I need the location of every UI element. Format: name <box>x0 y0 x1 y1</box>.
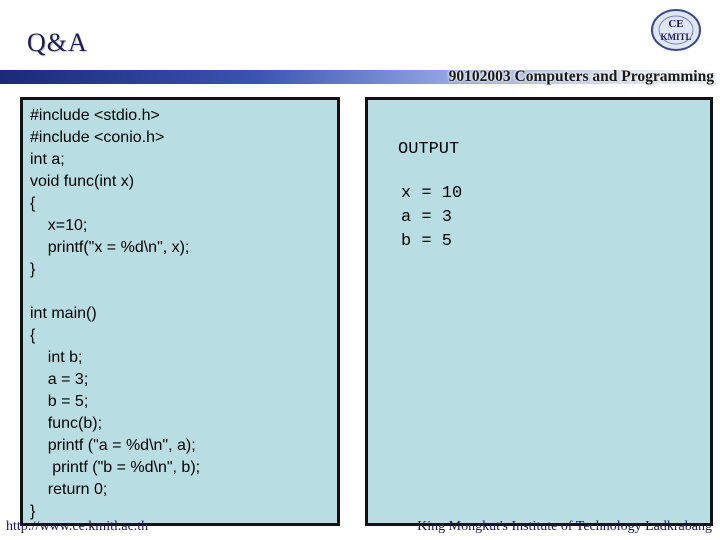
code-line: return 0; <box>30 481 108 498</box>
code-block <box>30 105 200 523</box>
output-line: x = 10 <box>401 184 463 203</box>
code-line: } <box>30 261 36 278</box>
slide-title: Q&A <box>27 28 88 57</box>
svg-text:CE: CE <box>668 18 684 30</box>
footer-url: http://www.ce.kmitl.ac.th <box>6 519 149 534</box>
code-line: printf("x = %d\n", x); <box>30 239 190 256</box>
output-line: a = 3 <box>401 208 453 227</box>
code-line: { <box>30 195 36 212</box>
code-line: a = 3; <box>30 371 89 388</box>
code-line: b = 5; <box>30 393 89 410</box>
code-line <box>30 281 200 303</box>
course-title: 90102003 Computers and Programming <box>448 68 714 85</box>
ce-kmitl-logo <box>646 6 706 56</box>
code-line: void func(int x) <box>30 173 135 190</box>
code-line: int main() <box>30 305 97 322</box>
svg-text:KMITL: KMITL <box>660 32 692 42</box>
code-line: int a; <box>30 151 65 168</box>
code-line: { <box>30 327 36 344</box>
code-line: } <box>30 503 36 520</box>
output-title: OUTPUT <box>398 140 460 159</box>
output-lines <box>401 182 462 254</box>
footer-institute: King Mongkut's Institute of Technology Ladkrabang <box>417 519 712 534</box>
code-line: func(b); <box>30 415 103 432</box>
code-line: #include <conio.h> <box>30 129 165 146</box>
code-panel <box>20 97 340 526</box>
code-line: #include <stdio.h> <box>30 107 160 124</box>
code-line: x=10; <box>30 217 88 234</box>
code-line: printf ("b = %d\n", b); <box>30 459 201 476</box>
output-panel <box>365 97 713 526</box>
code-line: int b; <box>30 349 83 366</box>
code-line: printf ("a = %d\n", a); <box>30 437 196 454</box>
output-line: b = 5 <box>401 232 453 251</box>
